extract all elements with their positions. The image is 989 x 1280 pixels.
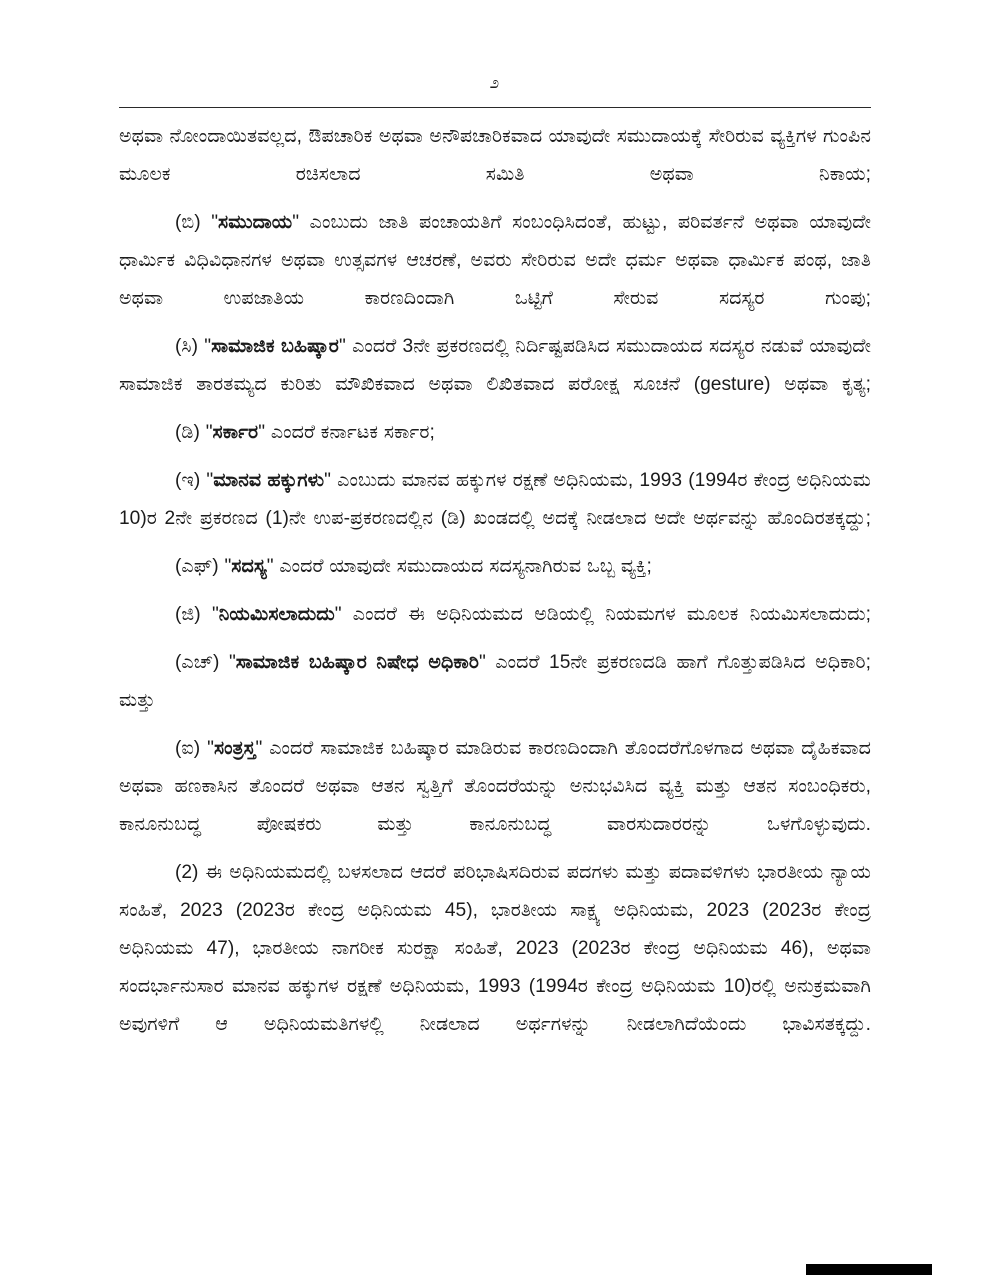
paragraph-clause-g: (ಜಿ) "ನಿಯಮಿಸಲಾದುದು" ಎಂದರೆ ಈ ಅಧಿನಿಯಮದ ಅಡಿಯಲ್ಲಿ ನಿಯಮಗಳ ಮೂಲಕ ನಿಯಮಿಸಲಾದುದು; <box>175 604 871 625</box>
defined-term: ಮಾನವ ಹಕ್ಕುಗಳು <box>213 470 325 491</box>
paragraph-clause-h: (ಎಚ್) "ಸಾಮಾಜಿಕ ಬಹಿಷ್ಕಾರ ನಿಷೇಧ ಅಧಿಕಾರಿ" ಎಂದರೆ 15ನೇ ಪ್ರಕರಣದಡಿ ಹಾಗೆ ಗೊತ್ತುಪಡಿಸಿದ ಅಧಿಕಾರಿ; ಮತ್ತು <box>119 652 871 711</box>
paragraph-clause-b: (ಬಿ) "ಸಮುದಾಯ" ಎಂಬುದು ಜಾತಿ ಪಂಚಾಯತಿಗೆ ಸಂಬಂಧಿಸಿದಂತೆ, ಹುಟ್ಟು, ಪರಿವರ್ತನೆ ಅಥವಾ ಯಾವುದೇ ಧಾರ್ಮಿಕ ವಿಧಿವಿಧಾನಗಳ ಅಥವಾ ಉತ್ಸವಗಳ ಆಚರಣೆ, ಅವರು ಸೇರಿರುವ ಅದೇ ಧರ್ಮ ಅಥವಾ ಧಾರ್ಮಿಕ ಪಂಥ, ಜಾತಿ ಅಥವಾ ಉಪಜಾತಿಯ ಕಾರಣದಿಂದಾಗಿ ಒಟ್ಟಿಗೆ ಸೇರುವ ಸದಸ್ಯರ ಗುಂಪು; <box>119 212 871 309</box>
defined-term: ಸಾಮಾಜಿಕ ಬಹಿಷ್ಕಾರ <box>211 336 339 357</box>
paragraph-subsection-2: (2) ಈ ಅಧಿನಿಯಮದಲ್ಲಿ ಬಳಸಲಾದ ಆದರೆ ಪರಿಭಾಷಿಸದಿರುವ ಪದಗಳು ಮತ್ತು ಪದಾವಳಿಗಳು ಭಾರತೀಯ ನ್ಯಾಯ ಸಂಹಿತೆ, 2023 (2023ರ ಕೇಂದ್ರ ಅಧಿನಿಯಮ 45), ಭಾರತೀಯ ಸಾಕ್ಷ್ಯ ಅಧಿನಿಯಮ, 2023 (2023ರ ಕೇಂದ್ರ ಅಧಿನಿಯಮ 47), ಭಾರತೀಯ ನಾಗರೀಕ ಸುರಕ್ಷಾ ಸಂಹಿತೆ, 2023 (2023ರ ಕೇಂದ್ರ ಅಧಿನಿಯಮ 46), ಅಥವಾ ಸಂದರ್ಭಾನುಸಾರ ಮಾನವ ಹಕ್ಕುಗಳ ರಕ್ಷಣೆ ಅಧಿನಿಯಮ, 1993 (1994ರ ಕೇಂದ್ರ ಅಧಿನಿಯಮ 10)ರಲ್ಲಿ ಅನುಕ್ರಮವಾಗಿ ಅವುಗಳಿಗೆ ಆ ಅಧಿನಿಯಮತಿಗಳಲ್ಲಿ ನೀಡಲಾದ ಅರ್ಥಗಳನ್ನು ನೀಡಲಾಗಿದೆಯೆಂದು ಭಾವಿಸತಕ್ಕದ್ದು. <box>119 862 871 1035</box>
paragraph-clause-d: (ಡಿ) "ಸರ್ಕಾರ" ಎಂದರೆ ಕರ್ನಾಟಕ ಸರ್ಕಾರ; <box>175 422 435 443</box>
header-divider-rule <box>119 107 871 108</box>
defined-term: ಸದಸ್ಯ <box>231 556 267 577</box>
scan-artifact-black-bar <box>806 1264 932 1275</box>
paragraph-clause-e: (ಇ) "ಮಾನವ ಹಕ್ಕುಗಳು" ಎಂಬುದು ಮಾನವ ಹಕ್ಕುಗಳ ರಕ್ಷಣೆ ಅಧಿನಿಯಮ, 1993 (1994ರ ಕೇಂದ್ರ ಅಧಿನಿಯಮ 10)ರ 2ನೇ ಪ್ರಕರಣದ (1)ನೇ ಉಪ-ಪ್ರಕರಣದಲ್ಲಿನ (ಡಿ) ಖಂಡದಲ್ಲಿ ಅದಕ್ಕೆ ನೀಡಲಾದ ಅದೇ ಅರ್ಥವನ್ನು ಹೊಂದಿರತಕ್ಕದ್ದು; <box>119 470 871 529</box>
defined-term: ಸಮುದಾಯ <box>218 212 293 233</box>
defined-term: ನಿಯಮಿಸಲಾದುದು <box>218 604 335 625</box>
document-body <box>119 118 871 1054</box>
defined-term: ಸರ್ಕಾರ <box>212 422 259 443</box>
paragraph-continuation-clause-a: ಅಥವಾ ನೋಂದಾಯಿತವಲ್ಲದ, ಔಪಚಾರಿಕ ಅಥವಾ ಅನೌಪಚಾರಿಕವಾದ ಯಾವುದೇ ಸಮುದಾಯಕ್ಕೆ ಸೇರಿರುವ ವ್ಯಕ್ತಿಗಳ ಗುಂಪಿನ ಮೂಲಕ ರಚಿಸಲಾದ ಸಮಿತಿ ಅಥವಾ ನಿಕಾಯ; <box>119 126 871 185</box>
paragraph-clause-i: (ಐ) "ಸಂತ್ರಸ್ತ" ಎಂದರೆ ಸಾಮಾಜಿಕ ಬಹಿಷ್ಕಾರ ಮಾಡಿರುವ ಕಾರಣದಿಂದಾಗಿ ತೊಂದರೆಗೊಳಗಾದ ಅಥವಾ ದೈಹಿಕವಾದ ಅಥವಾ ಹಣಕಾಸಿನ ತೊಂದರೆ ಅಥವಾ ಆತನ ಸ್ವತ್ತಿಗೆ ತೊಂದರೆಯನ್ನು ಅನುಭವಿಸಿದ ವ್ಯಕ್ತಿ ಮತ್ತು ಆತನ ಸಂಬಂಧಿಕರು, ಕಾನೂನುಬದ್ಧ ಪೋಷಕರು ಮತ್ತು ಕಾನೂನುಬದ್ಧ ವಾರಸುದಾರರನ್ನು ಒಳಗೊಳ್ಳುವುದು. <box>119 738 871 835</box>
paragraph-clause-c: (ಸಿ) "ಸಾಮಾಜಿಕ ಬಹಿಷ್ಕಾರ" ಎಂದರೆ 3ನೇ ಪ್ರಕರಣದಲ್ಲಿ ನಿರ್ದಿಷ್ಟಪಡಿಸಿದ ಸಮುದಾಯದ ಸದಸ್ಯರ ನಡುವೆ ಯಾವುದೇ ಸಾಮಾಜಿಕ ತಾರತಮ್ಯದ ಕುರಿತು ಮೌಖಿಕವಾದ ಅಥವಾ ಲಿಖಿತವಾದ ಪರೋಕ್ಷ ಸೂಚನೆ (gesture) ಅಥವಾ ಕೃತ್ಯ; <box>119 336 871 395</box>
defined-term: ಸಾಮಾಜಿಕ ಬಹಿಷ್ಕಾರ ನಿಷೇಧ ಅಧಿಕಾರಿ <box>235 652 479 673</box>
page-number: ೨ <box>489 73 500 92</box>
defined-term: ಸಂತ್ರಸ್ತ <box>213 738 256 759</box>
paragraph-clause-f: (ಎಫ್) "ಸದಸ್ಯ" ಎಂದರೆ ಯಾವುದೇ ಸಮುದಾಯದ ಸದಸ್ಯನಾಗಿರುವ ಒಬ್ಬ ವ್ಯಕ್ತಿ; <box>175 556 652 577</box>
